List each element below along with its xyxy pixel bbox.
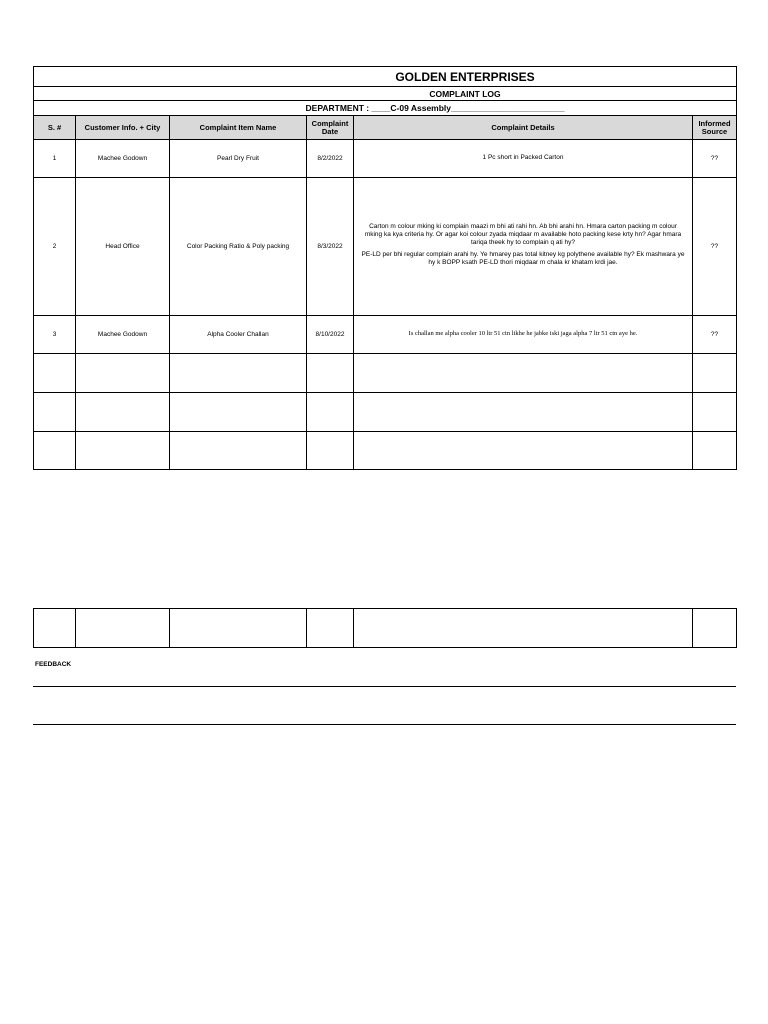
column-header-item: Complaint Item Name [170, 116, 307, 140]
cell-source: ?? [693, 140, 737, 178]
column-header-customer: Customer Info. + City [76, 116, 170, 140]
table-row [34, 178, 737, 316]
complaint-log-table [33, 66, 737, 470]
column-header-date: Complaint Date [307, 116, 354, 140]
feedback-line-2 [33, 724, 736, 725]
cell-customer: Head Office [76, 178, 170, 316]
feedback-label: FEEDBACK [35, 661, 72, 668]
cell-date: 8/10/2022 [307, 316, 354, 354]
empty-table-row [34, 354, 737, 393]
cell-sn: 3 [34, 316, 76, 354]
table-row [34, 316, 737, 354]
column-header-source: Informed Source [693, 116, 737, 140]
feedback-line-1 [33, 686, 736, 687]
table-row [34, 140, 737, 178]
log-title-cell [34, 87, 737, 101]
column-header-details: Complaint Details [354, 116, 693, 140]
column-header-sn: S. # [34, 116, 76, 140]
cell-details [354, 178, 693, 316]
department-value: ____C-09 Assembly________________________ [371, 103, 565, 113]
cell-date: 8/2/2022 [307, 140, 354, 178]
cell-customer: Machee Godown [76, 140, 170, 178]
cell-sn: 2 [34, 178, 76, 316]
cell-sn: 1 [34, 140, 76, 178]
cell-item: Color Packing Ratio & Poly packing [170, 178, 307, 316]
empty-table-row [34, 609, 737, 648]
cell-details: 1 Pc short in Packed Carton [354, 140, 693, 178]
cell-item: Pearl Dry Fruit [170, 140, 307, 178]
log-title: COMPLAINT LOG [429, 88, 501, 99]
cell-customer: Machee Godown [76, 316, 170, 354]
department-label: DEPARTMENT : [305, 103, 370, 113]
complaint-log-sheet [33, 66, 736, 470]
cell-item: Alpha Cooler Challan [170, 316, 307, 354]
company-name-cell [34, 67, 737, 87]
cell-date: 8/3/2022 [307, 178, 354, 316]
company-name: GOLDEN ENTERPRISES [395, 69, 535, 84]
department-cell [34, 101, 737, 116]
cell-source: ?? [693, 178, 737, 316]
empty-table-row [34, 432, 737, 470]
details-paragraph-1: Carton m colour mking ki complain maazi m bhi ati rahi hn. Ab bhi arahi hn. Hmara carton packing m colour mking ka kya criteria hy. Or agar koi colour zyada miqdaar m available hoto packing kese krty hn? Agar hmara tariqa theek hy to complain q ati hy? [364, 223, 682, 247]
empty-table-row [34, 393, 737, 432]
details-paragraph-2: PE-LD per bhi regular complain arahi hy. Ye hmarey pas total kitney kg polythene available hy? Ek mashwara ye hy k BOPP ksath PE-LD thori miqdaar m chala kr khatam krdi jae. [361, 250, 685, 266]
lower-table [33, 608, 736, 648]
cell-source: ?? [693, 316, 737, 354]
cell-details: Is challan me alpha cooler 10 ltr 51 ctn likhe he jabke iski jaga alpha 7 ltr 51 ctn aye he. [354, 316, 693, 354]
